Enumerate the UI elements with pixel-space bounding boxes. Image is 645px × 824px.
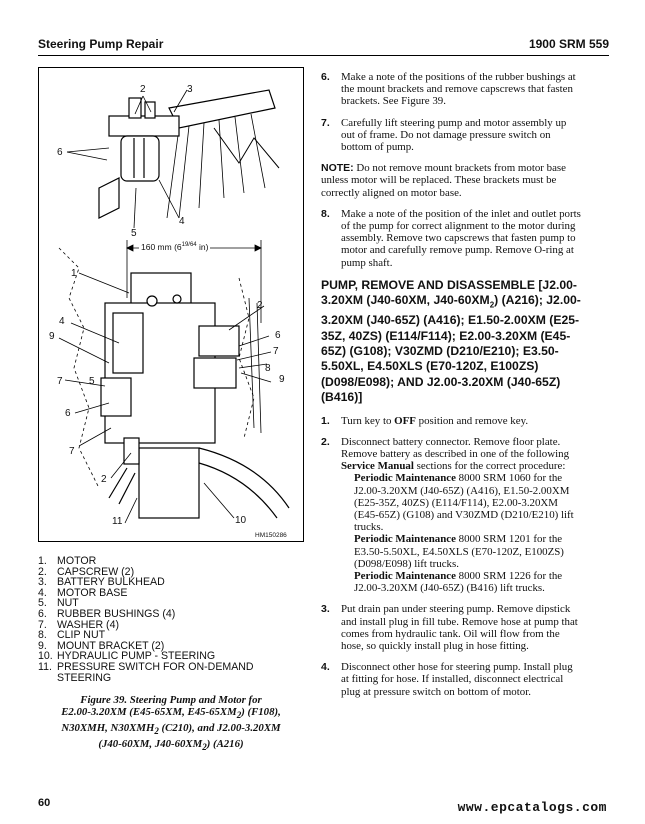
legend-item: 10. HYDRAULIC PUMP - STEERING bbox=[38, 650, 216, 663]
callout-4-top: 4 bbox=[179, 216, 185, 227]
figure-legend bbox=[38, 556, 308, 683]
callout-8: 8 bbox=[265, 363, 271, 374]
note-block: NOTE: Do not remove mount brackets from motor base unless motor will be replaced. These brackets must be correctly aligned on motor base. bbox=[321, 162, 566, 199]
callout-6-right: 6 bbox=[275, 330, 281, 341]
callout-3: 3 bbox=[187, 84, 193, 95]
callout-1: 1 bbox=[71, 268, 77, 279]
legend-item: 9. MOUNT BRACKET (2) bbox=[38, 639, 165, 652]
callout-7-left-b: 7 bbox=[69, 446, 75, 457]
legend-item: 5. NUT bbox=[38, 597, 79, 610]
callout-9-left: 9 bbox=[49, 331, 55, 342]
legend-item: 7. WASHER (4) bbox=[38, 618, 119, 631]
legend-item: 4. MOTOR BASE bbox=[38, 586, 128, 599]
callout-11: 11 bbox=[112, 516, 123, 527]
callout-5-left: 5 bbox=[89, 376, 95, 387]
reference-item: Periodic Maintenance 8000 SRM 1060 for the J2.00-3.20XM (J40-65Z) (A416), E1.50-2.00XM (E25-35Z, 40ZS) (E114/F114), E2.00-3.20XM (E45-65Z) (G108) and V30ZMD (D210/E210) lift trucks. bbox=[354, 472, 574, 534]
step-3: 3. Put drain pan under steering pump. Remove dipstick and install plug in fill tube. Remove hose at pump that comes from hydraulic tank. Oil will flow from the hose, so quickly install plug in hose fitting. bbox=[321, 603, 578, 652]
legend-item: 8. CLIP NUT bbox=[38, 629, 106, 642]
figure-drawing bbox=[39, 68, 305, 543]
step-2: 2. Disconnect battery connector. Remove floor plate. Remove battery as described in one of the following Service Manual sections for the correct procedure: Periodic Maintenance 8000 SRM 1060 for the J2.00-3.20XM (J40-65Z) (A416), E1.50-2.00XM (E25-35Z, 40ZS) (E114/F114), E2.00-3.20XM (E45-65Z) (G108) and V30ZMD (D210/E210) lift trucks. Periodic Maintenance 8000 SRM 1201 for the E3.50-5.50XL, E4.50XLS (E70-120Z, E100ZS) (D098/E098) lift trucks. Periodic Maintenance 8000 SRM 1226 for the J2.00-3.20XM (J40-65Z) (B416) lift trucks. bbox=[321, 436, 581, 595]
callout-2-bottom: 2 bbox=[101, 474, 107, 485]
callout-7-left-a: 7 bbox=[57, 376, 63, 387]
step-4: 4. Disconnect other hose for steering pump. Install plug at fitting for hose. If installed, disconnect electrical plug at pressure switch on bottom of motor. bbox=[321, 661, 573, 698]
callout-5-top: 5 bbox=[131, 228, 137, 239]
dimension-label: 160 mm ($6^{19/64}$ in) bbox=[141, 242, 209, 252]
callout-2-right: 2 bbox=[257, 300, 263, 311]
legend-item: 3. BATTERY BULKHEAD bbox=[38, 576, 165, 589]
header-rule bbox=[38, 55, 609, 56]
page-number: 60 bbox=[38, 797, 51, 809]
header-manual-number: 1900 SRM 559 bbox=[528, 37, 609, 51]
bulkhead-detail bbox=[99, 90, 279, 218]
figure-caption: Figure 39. Steering Pump and Motor for E2.00-3.20XM (E45-65XM, $E45-65XM_2$) (F108), N30XMH, $N30XMH_2$ (C210), and J2.00-3.20XM (J40-60XM, $J40-60XM_2$) (A216) bbox=[61, 694, 281, 752]
callout-6-top: 6 bbox=[57, 147, 63, 158]
figure-code: HM150286 bbox=[255, 532, 287, 539]
step-7: 7. Carefully lift steering pump and motor assembly up out of frame. Do not damage pressure switch on bottom of pump. bbox=[321, 116, 567, 154]
legend-item: 6. RUBBER BUSHINGS (4) bbox=[38, 607, 176, 620]
callout-6-left: 6 bbox=[65, 408, 71, 419]
reference-item: Periodic Maintenance 8000 SRM 1201 for the E3.50-5.50XL, E4.50XLS (E70-120Z, E100ZS) (D098/E098) lift trucks. bbox=[354, 533, 564, 570]
header-title: Steering Pump Repair bbox=[38, 37, 164, 51]
callout-7-right: 7 bbox=[273, 346, 279, 357]
reference-item: Periodic Maintenance 8000 SRM 1226 for the J2.00-3.20XM (J40-65Z) (B416) lift trucks. bbox=[354, 569, 563, 595]
legend-item: STEERING bbox=[57, 671, 112, 684]
callout-2-top: 2 bbox=[140, 84, 146, 95]
watermark-url: www.epcatalogs.com bbox=[457, 800, 607, 815]
figure-39-illustration bbox=[38, 67, 304, 542]
legend-item: 11. PRESSURE SWITCH FOR ON-DEMAND bbox=[38, 660, 254, 673]
step-8: 8. Make a note of the position of the inlet and outlet ports of the pump for correct alignment to the motor during assembly. Remove two capscrews that fasten pump to motor and carefully remove pump. Remove O-ring at pump shaft. bbox=[321, 207, 581, 269]
callout-9-right: 9 bbox=[279, 374, 285, 385]
step-1: 1. Turn key to OFF position and remove key. bbox=[321, 414, 529, 427]
callout-4-left: 4 bbox=[59, 316, 65, 327]
callout-10: 10 bbox=[235, 515, 247, 526]
procedure-column bbox=[321, 71, 581, 707]
section-heading: PUMP, REMOVE AND DISASSEMBLE [J2.00-3.20XM (J40-60XM, $J40-60XM_2$) (A216); J2.00-3.20XM (J40-65Z) (A416); E1.50-2.00XM (E25-35Z, 40ZS) (E114/F114); E2.00-3.20XM (E45-65Z) (G108); V30ZMD (D210/E210); E3.50-5.50XL, E4.50XLS (E70-120Z, E100ZS) (D098/E098); AND J2.00-3.20XM (J40-65Z) (B416)] bbox=[321, 277, 581, 405]
legend-item: 2. CAPSCREW (2) bbox=[38, 565, 135, 578]
step-6: 6. Make a note of the positions of the rubber bushings at the mount brackets and remove capscrews that fasten brackets. See Figure 39. bbox=[321, 71, 576, 108]
legend-item: 1. MOTOR bbox=[38, 555, 97, 567]
